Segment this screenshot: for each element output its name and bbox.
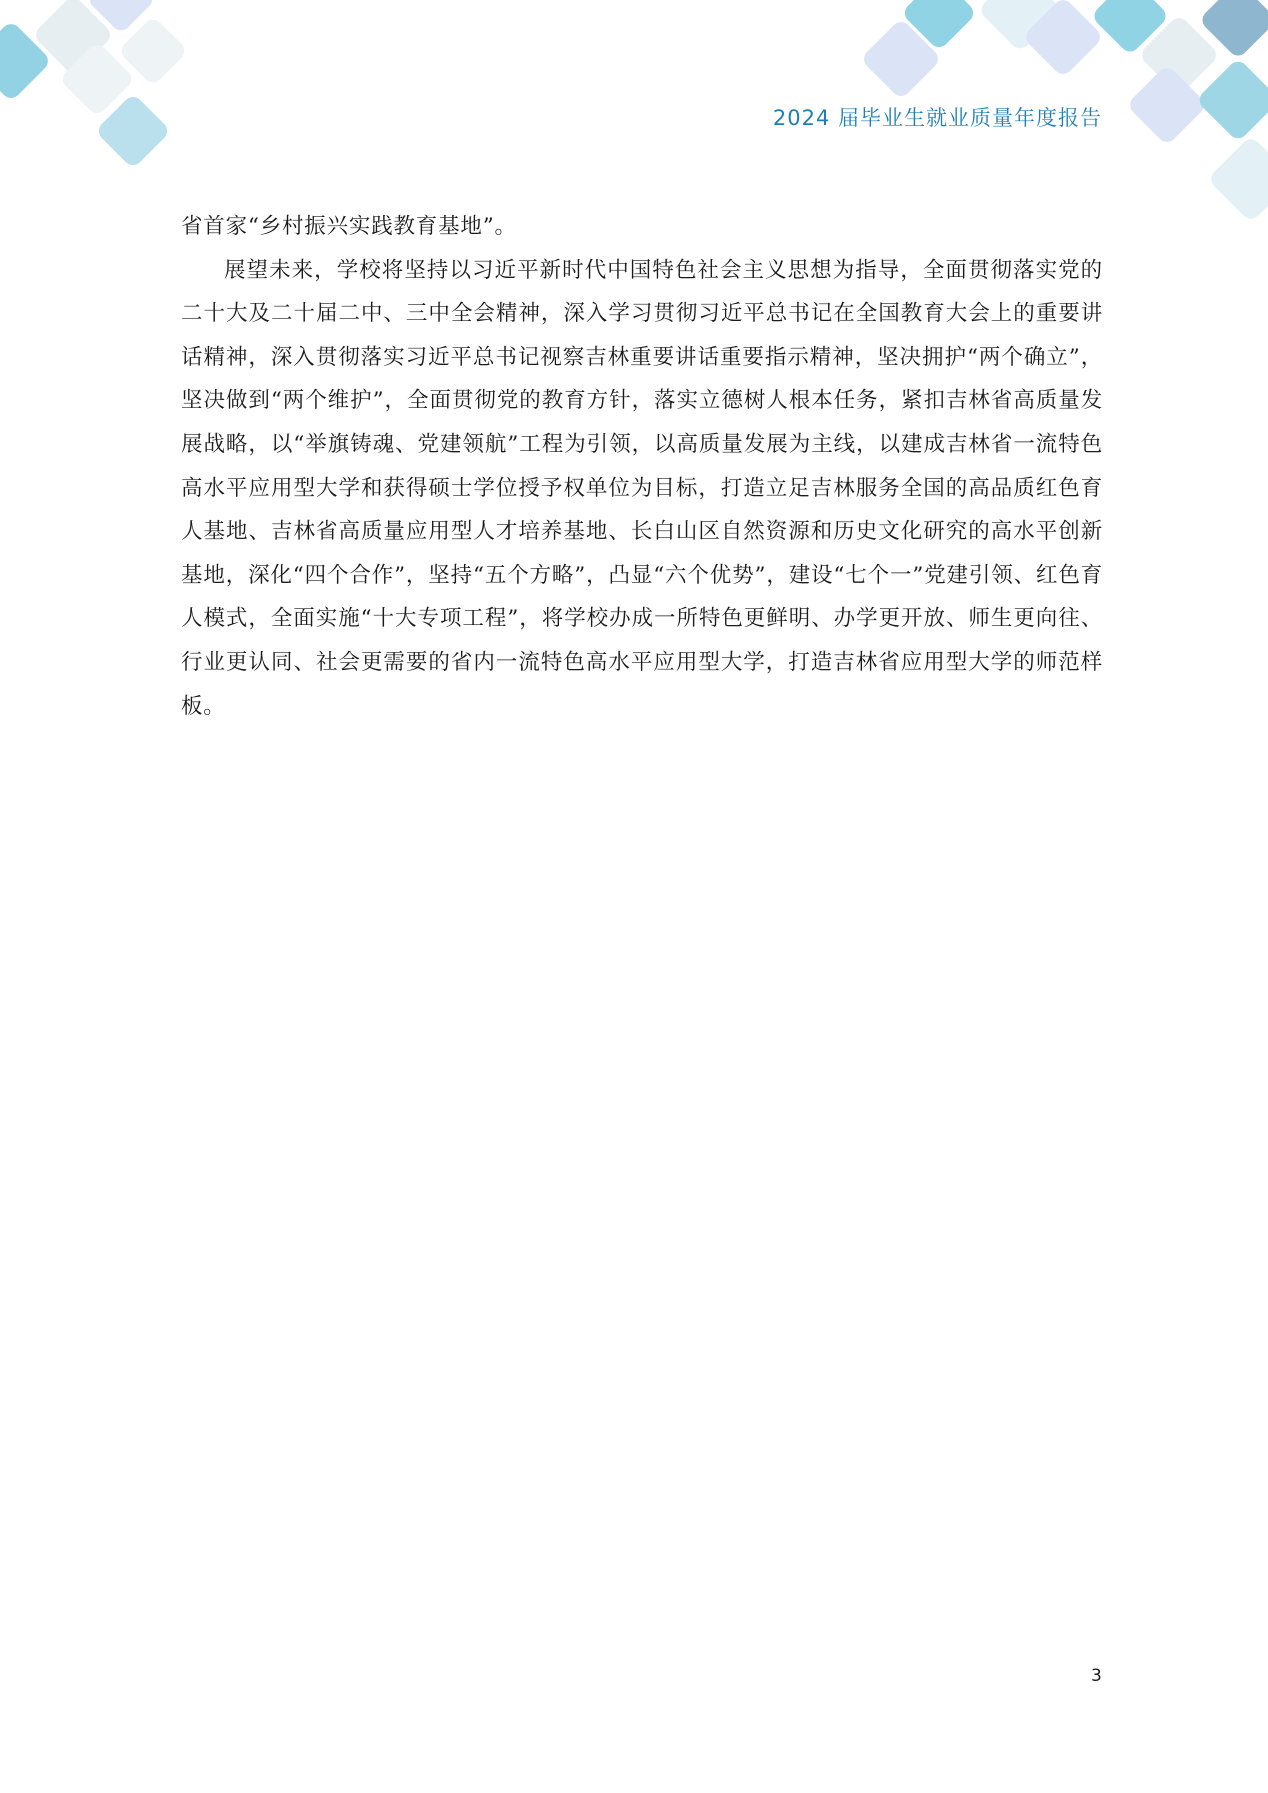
- body-text: [181, 205, 1103, 728]
- page-number: 3: [1091, 1666, 1102, 1686]
- paragraph-continuation: 省首家“乡村振兴实践教育基地”。: [181, 214, 517, 239]
- paragraph-outlook: 展望未来，学校将坚持以习近平新时代中国特色社会主义思想为指导，全面贯彻落实党的二十大及二十届二中、三中全会精神，深入学习贯彻习近平总书记在全国教育大会上的重要讲话精神，深入贯彻落实习近平总书记视察吉林重要讲话重要指示精神，坚决拥护“两个确立”，坚决做到“两个维护”，全面贯彻党的教育方针，落实立德树人根本任务，紧扣吉林省高质量发展战略，以“举旗铸魂、党建领航”工程为引领，以高质量发展为主线，以建成吉林省一流特色高水平应用型大学和获得硕士学位授予权单位为目标，打造立足吉林服务全国的高品质红色育人基地、吉林省高质量应用型人才培养基地、长白山区自然资源和历史文化研究的高水平创新基地，深化“四个合作”，坚持“五个方略”，凸显“六个优势”，建设“七个一”党建引领、红色育人模式，全面实施“十大专项工程”，将学校办成一所特色更鲜明、办学更开放、师生更向往、行业更认同、社会更需要的省内一流特色高水平应用型大学，打造吉林省应用型大学的师范样板。: [181, 257, 1103, 719]
- decor-tile: [1207, 135, 1268, 223]
- report-header-title: 2024 届毕业生就业质量年度报告: [772, 106, 1102, 130]
- decor-tile: [1196, 58, 1268, 143]
